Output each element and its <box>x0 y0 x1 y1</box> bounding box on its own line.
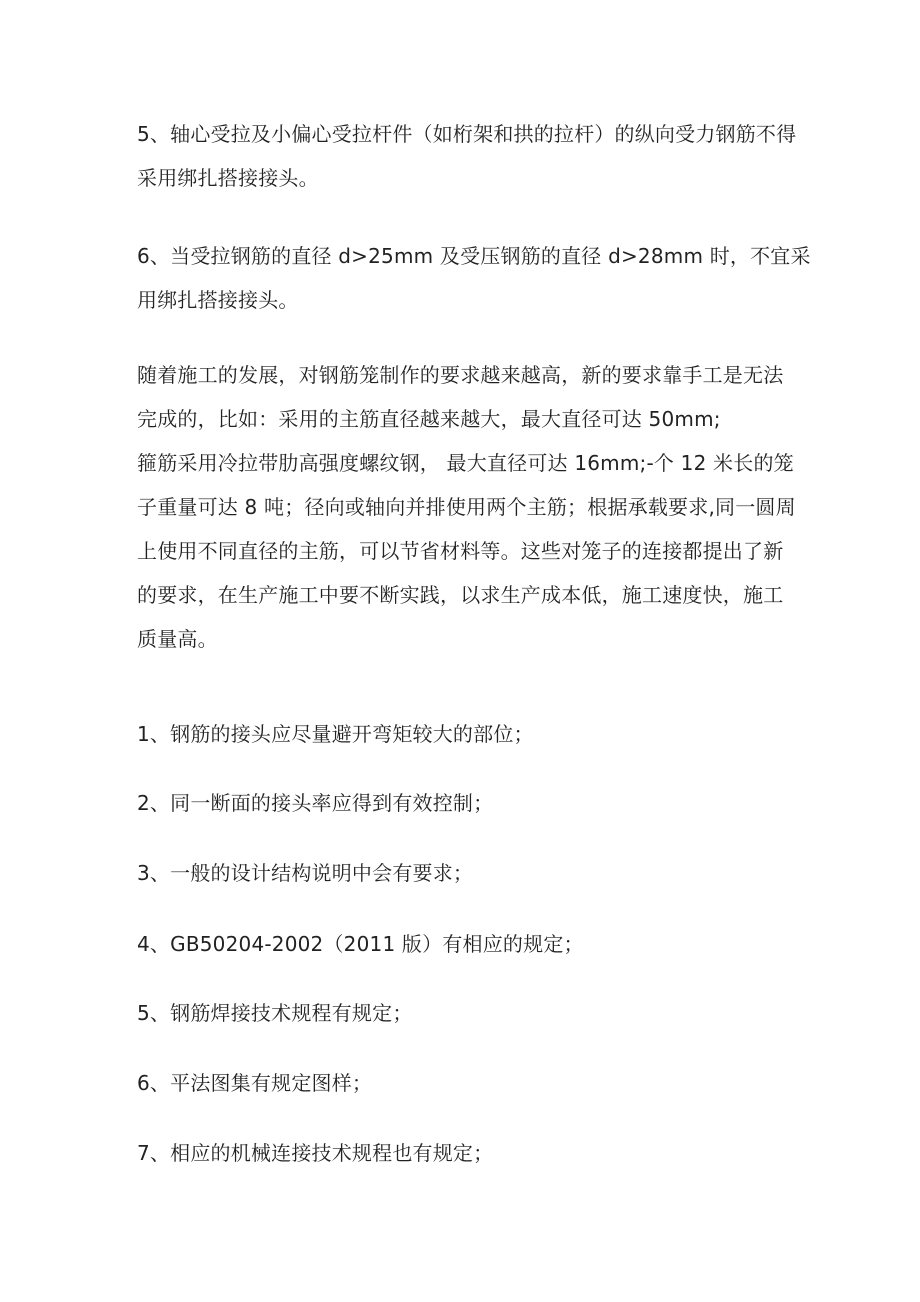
list-item <box>137 1061 797 1105</box>
text-line: 7、相应的机械连接技术规程也有规定； <box>137 1141 494 1165</box>
text-line: 随着施工的发展，对钢筋笼制作的要求越来越高，新的要求靠手工是无法 <box>137 363 784 387</box>
text-line: 用绑扎搭接接头。 <box>137 288 299 312</box>
text-line: 采用绑扎搭接接头。 <box>137 166 319 190</box>
text-line: 5、钢筋焊接技术规程有规定； <box>137 1001 413 1025</box>
text-line: 4、GB50204-2002（2011 版）有相应的规定； <box>137 932 584 956</box>
text-line: 质量高。 <box>137 627 218 651</box>
text-line: 箍筋采用冷拉带肋高强度螺纹钢， 最大直径可达 16mm;-个 12 米长的笼 <box>137 451 794 475</box>
text-line: 的要求，在生产施工中要不断实践，以求生产成本低，施工速度快，施工 <box>137 583 784 607</box>
text-line: 1、钢筋的接头应尽量避开弯矩较大的部位； <box>137 722 534 746</box>
list-item <box>137 781 797 825</box>
text-line: 5、轴心受拉及小偏心受拉杆件（如桁架和拱的拉杆）的纵向受力钢筋不得 <box>137 122 797 146</box>
list-item <box>137 851 797 895</box>
list-item <box>137 922 797 966</box>
paragraph-axial-tension <box>137 112 797 200</box>
paragraph-construction-development <box>137 353 797 661</box>
text-line: 3、一般的设计结构说明中会有要求； <box>137 861 474 885</box>
text-line: 2、同一断面的接头率应得到有效控制； <box>137 791 494 815</box>
text-line: 6、当受拉钢筋的直径 d>25mm 及受压钢筋的直径 d>28mm 时，不宜采 <box>137 244 811 268</box>
text-line: 6、平法图集有规定图样； <box>137 1071 373 1095</box>
text-line: 子重量可达 8 吨；径向或轴向并排使用两个主筋；根据承载要求,同一圆周 <box>137 495 796 519</box>
list-item <box>137 712 797 756</box>
list-item <box>137 1131 797 1175</box>
paragraph-bar-diameter <box>137 234 811 322</box>
text-line: 完成的，比如：采用的主筋直径越来越大，最大直径可达 50mm; <box>137 407 721 431</box>
text-line: 上使用不同直径的主筋，可以节省材料等。这些对笼子的连接都提出了新 <box>137 539 784 563</box>
list-item <box>137 991 797 1035</box>
